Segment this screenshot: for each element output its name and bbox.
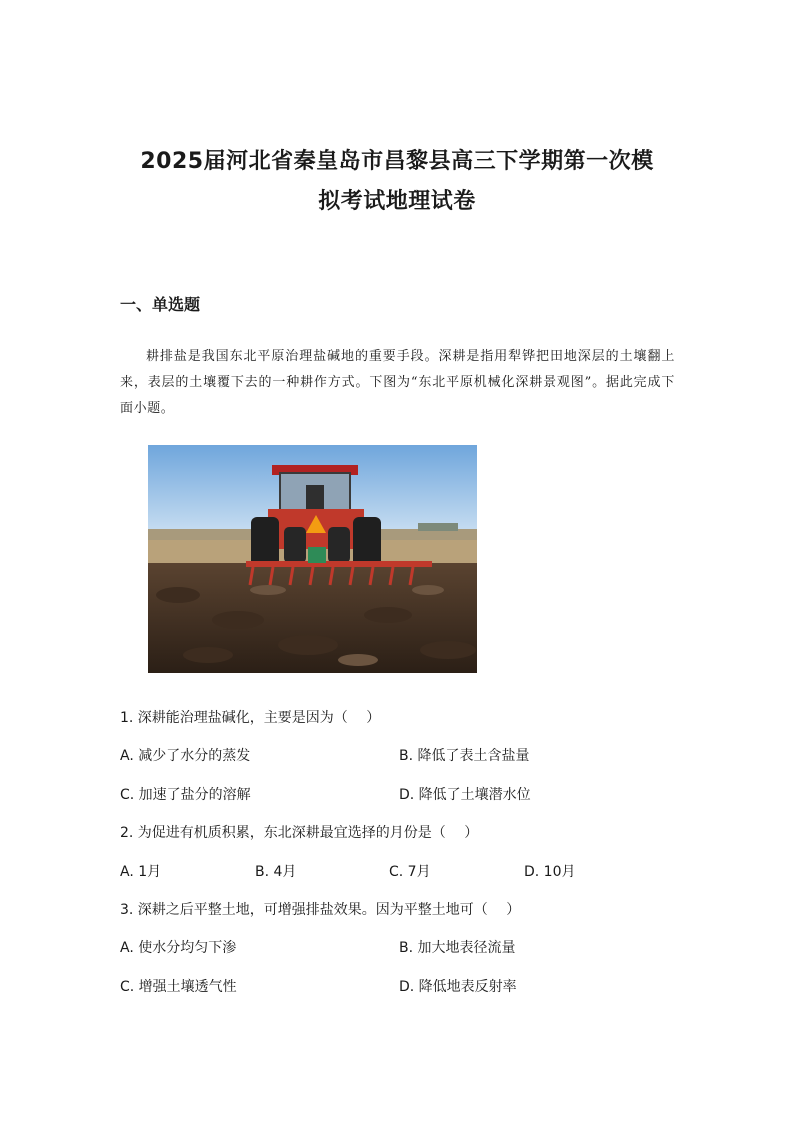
question-2-option-d: D. 10月 (524, 864, 576, 880)
question-1-option-a: A. 减少了水分的蒸发 (120, 748, 251, 764)
section-heading: 一、单选题 (120, 295, 201, 314)
question-1-option-d: D. 降低了土壤潜水位 (399, 787, 531, 803)
question-2-stem: 2. 为促进有机质积累，东北深耕最宜选择的月份是（ ） (120, 825, 479, 841)
question-1-option-b: B. 降低了表土含盐量 (399, 748, 530, 764)
question-3-stem: 3. 深耕之后平整土地，可增强排盐效果。因为平整土地可（ ） (120, 902, 521, 918)
question-2-option-a: A. 1月 (120, 864, 162, 880)
question-3-option-c: C. 增强土壤透气性 (120, 979, 237, 995)
title-line-2: 拟考试地理试卷 (318, 189, 476, 214)
question-3-option-a: A. 使水分均匀下渗 (120, 940, 237, 956)
title-line-1: 2025届河北省秦皇岛市昌黎县高三下学期第一次模 (140, 149, 654, 174)
document-title (60, 142, 734, 222)
question-3-option-d: D. 降低地表反射率 (399, 979, 517, 995)
question-1-stem: 1. 深耕能治理盐碱化，主要是因为（ ） (120, 710, 381, 726)
question-3-option-b: B. 加大地表径流量 (399, 940, 516, 956)
reading-passage: 耕排盐是我国东北平原治理盐碱地的重要手段。深耕是指用犁铧把田地深层的土壤翻上来，表层的土壤覆下去的一种耕作方式。下图为“东北平原机械化深耕景观图”。据此完成下面小题。 (120, 349, 675, 416)
question-2-option-c: C. 7月 (389, 864, 431, 880)
question-2-option-b: B. 4月 (255, 864, 297, 880)
tractor-plowing-photo (148, 445, 477, 673)
question-1-option-c: C. 加速了盐分的溶解 (120, 787, 251, 803)
